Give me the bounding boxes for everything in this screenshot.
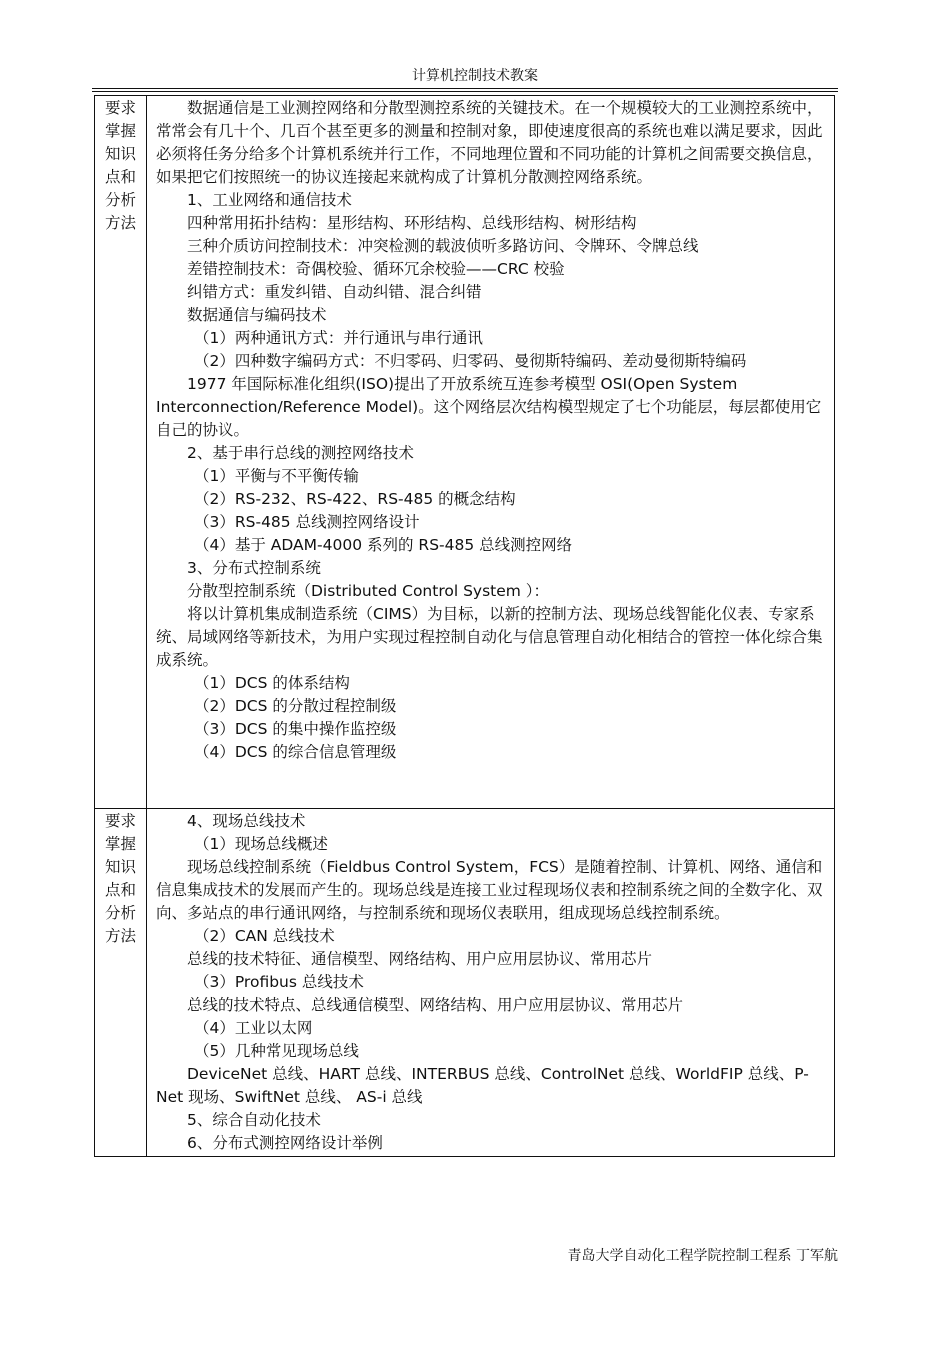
row-label: 要求掌握知识点和分析方法 [104,99,136,232]
list-item: （3）RS-485 总线测控网络设计 [194,513,420,531]
header-rule-secondary [92,91,838,92]
paragraph: 现场总线控制系统（Fieldbus Control System，FCS）是随着控制、计算机、网络、通信和信息集成技术的发展而产生的。现场总线是连接工业过程现场仪表和控制系统之间的全数字化、双向、多站点的串行通讯网络，与控制系统和现场仪表联用，组成现场总线控制系统。 [156,858,823,922]
row-content-cell [147,96,835,809]
paragraph: 将以计算机集成制造系统（CIMS）为目标，以新的控制方法、现场总线智能化仪表、专家系统、局域网络等新技术，为用户实现过程控制自动化与信息管理自动化相结合的管控一体化综合集成系统。 [156,605,823,669]
list-item: （2）RS-232、RS-422、RS-485 的概念结构 [194,490,516,508]
paragraph: 数据通信是工业测控网络和分散型测控系统的关键技术。在一个规模较大的工业测控系统中，常常会有几十个、几百个甚至更多的测量和控制对象，即使速度很高的系统也难以满足要求，因此必须将任务分给多个计算机系统并行工作，不同地理位置和不同功能的计算机之间需要交换信息，如果把它们按照统一的协议连接起来就构成了计算机分散测控网络系统。 [156,99,823,186]
paragraph: 总线的技术特点、总线通信模型、网络结构、用户应用层协议、常用芯片 [187,996,684,1014]
lesson-plan-table [94,95,835,1157]
row-label-cell [95,96,147,809]
row-label: 要求掌握知识点和分析方法 [104,812,136,945]
list-item: （1）平衡与不平衡传输 [194,467,359,485]
row-content-cell [147,809,835,1157]
list-item: （3）Profibus 总线技术 [194,973,364,991]
list-item: （1）DCS 的体系结构 [194,674,350,692]
section-heading: 6、分布式测控网络设计举例 [187,1134,383,1152]
page-header-title: 计算机控制技术教案 [412,68,538,84]
list-item: （1）现场总线概述 [194,835,328,853]
page-footer: 青岛大学自动化工程学院控制工程系 丁军航 [567,1248,838,1264]
list-item: （2）四种数字编码方式：不归零码、归零码、曼彻斯特编码、差动曼彻斯特编码 [194,352,747,370]
table-row [95,96,835,809]
paragraph: 差错控制技术：奇偶校验、循环冗余校验——CRC 校验 [187,260,565,278]
list-item: （2）CAN 总线技术 [194,927,335,945]
list-item: （4）基于 ADAM-4000 系列的 RS-485 总线测控网络 [194,536,573,554]
header-rule [92,88,838,89]
list-item: （4）工业以太网 [194,1019,313,1037]
section-heading: 2、基于串行总线的测控网络技术 [187,444,414,462]
table-row [95,809,835,1157]
paragraph: 三种介质访问控制技术：冲突检测的载波侦听多路访问、令牌环、令牌总线 [187,237,699,255]
paragraph: 总线的技术特征、通信模型、网络结构、用户应用层协议、常用芯片 [187,950,653,968]
paragraph: DeviceNet 总线、HART 总线、INTERBUS 总线、ControlNet 总线、WorldFIP 总线、P-Net 现场、SwiftNet 总线、 AS-i 总线 [156,1065,809,1106]
list-item: （3）DCS 的集中操作监控级 [194,720,397,738]
paragraph: 分散型控制系统（Distributed Control System ）： [187,582,550,600]
list-item: （1）两种通讯方式：并行通讯与串行通讯 [194,329,483,347]
row-label-cell [95,809,147,1157]
list-item: （2）DCS 的分散过程控制级 [194,697,397,715]
paragraph: 四种常用拓扑结构：星形结构、环形结构、总线形结构、树形结构 [187,214,637,232]
paragraph: 纠错方式：重发纠错、自动纠错、混合纠错 [187,283,482,301]
paragraph: 1977 年国际标准化组织(ISO)提出了开放系统互连参考模型 OSI(Open System Interconnection/Reference Model)。这个网络层次结构模型规定了七个功能层，每层都使用它自己的协议。 [156,375,822,439]
list-item: （5）几种常见现场总线 [194,1042,359,1060]
section-heading: 1、工业网络和通信技术 [187,191,352,209]
section-heading: 5、综合自动化技术 [187,1111,321,1129]
section-heading: 4、现场总线技术 [187,812,306,830]
paragraph: 数据通信与编码技术 [187,306,327,324]
section-heading: 3、分布式控制系统 [187,559,321,577]
list-item: （4）DCS 的综合信息管理级 [194,743,397,761]
